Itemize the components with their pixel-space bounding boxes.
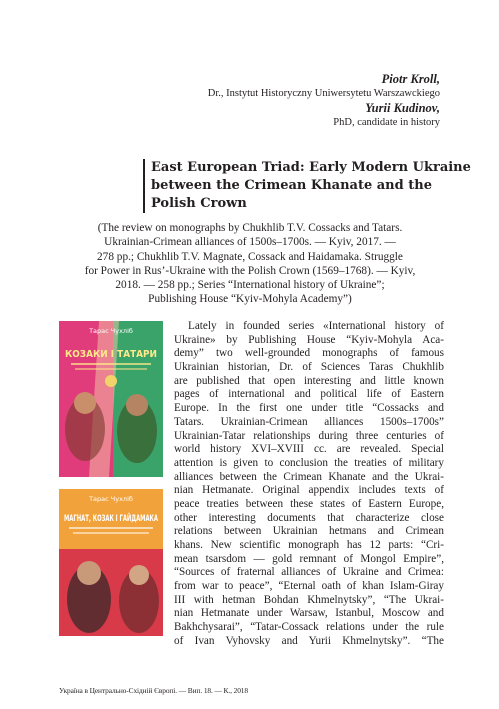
author-affiliation: PhD, candidate in history xyxy=(333,117,440,128)
review-line: (The review on monographs by Chukhlib T.V. Cossacks and Tatars. xyxy=(97,222,403,234)
body-line: pages of international and political life of Eastern xyxy=(174,388,444,401)
cover-title: КОЗАКИ І ТАТАРИ xyxy=(65,349,157,360)
body-line: are published that open interesting and little known xyxy=(174,374,444,387)
page-footer: Україна в Центрально-Східній Європі. — Вип. 18. — К., 2018 xyxy=(59,686,248,695)
body-line: demy” two well-grounded monographs of famous xyxy=(174,347,444,360)
author-affiliation: Dr., Instytut Historyczny Uniwersytetu Warszawckiego xyxy=(207,88,440,99)
review-line: Publishing House “Kyiv-Mohyla Academy”) xyxy=(148,293,352,306)
review-line: 278 pp.; Chukhlib T.V. Magnate, Cossack and Haidamaka. Struggle xyxy=(97,250,403,263)
body-line: khans. New scientific monograph has 12 parts: “Cri- xyxy=(174,539,444,551)
body-line: Ukraine» by Publishing House “Kyiv-Mohyla Aca- xyxy=(174,333,444,346)
body-line: “Sources of fraternal alliances of Ukraine and Crimea: xyxy=(174,566,444,579)
review-line: for Power in Rus’-Ukraine with the Polish Crown (1569–1768). — Kyiv, xyxy=(84,264,416,277)
book-cover-magnate-cossack-haidamaka xyxy=(59,489,215,636)
body-line: Ukrainian historian, Dr. of Sciences Taras Chukhlib xyxy=(174,361,444,374)
body-line: other interesting documents that characterize close xyxy=(174,511,444,524)
review-line: 2018. — 258 pp.; Series “International history of Ukraine”; xyxy=(115,279,385,292)
review-body-text xyxy=(174,320,444,649)
body-line: of Ivan Vyhovsky and Yurii Khmelnytsky”. “The xyxy=(174,634,444,647)
author-name: Yurii Kudinov, xyxy=(365,101,440,115)
title-line: between the Crimean Khanate and the xyxy=(151,178,432,193)
title-line: East European Triad: Early Modern Ukraine xyxy=(151,160,471,175)
body-line: attention is given to conclusion the treaties of military xyxy=(174,456,444,469)
body-line: mean tsarsdom — gold remnant of Mongol Empire”, xyxy=(174,552,444,565)
body-line: peace treaties between these states of Eastern Europe, xyxy=(174,497,444,510)
author-name: Piotr Kroll, xyxy=(381,72,440,86)
body-line: III with hetman Bohdan Khmelnytsky”, “The Ukrai- xyxy=(174,593,444,606)
book-cover-cossacks-and-tatars xyxy=(59,321,163,477)
body-line: world history XVI–XVIII cc. are revealed. Special xyxy=(174,443,444,456)
body-line: Europe. In the first one under title “Cossacks and xyxy=(174,402,444,415)
review-description xyxy=(56,221,444,307)
cover-author: Тарас Чухліб xyxy=(89,327,133,335)
body-line: nian Hetmanate under Warsaw, Istanbul, Moscow and xyxy=(174,607,444,620)
body-line: from war to peace”, “Eternal oath of khan Islam-Giray xyxy=(174,580,444,593)
body-line: Bakhchysarai”, “Tatar-Cossack relations under the rule xyxy=(174,621,444,634)
cover-title: МАГНАТ, КОЗАК І ГАЙДАМАКА xyxy=(64,514,215,524)
body-line: Ukrainian-Tatar relationships during three centuries of xyxy=(174,429,444,442)
body-line: Lately in founded series «International history of xyxy=(188,320,444,332)
author-block xyxy=(40,72,440,130)
body-line: nian Hetmanate. Original appendix includes texts of xyxy=(174,484,444,497)
cover-author: Тарас Чухліб xyxy=(89,495,133,503)
article-title xyxy=(143,159,471,213)
title-line: Polish Crown xyxy=(151,196,247,211)
body-line: alliances between the Crimean Khanate and the Ukrai- xyxy=(174,470,444,483)
review-line: Ukrainian-Crimean alliances of 1500s–1700s. — Kyiv, 2017. — xyxy=(104,236,396,249)
body-line: relations between Ukrainian hetmans and Crimean xyxy=(174,525,444,538)
body-line: Tatars. Ukrainian-Crimean alliances 1500s–1700s” xyxy=(174,415,444,428)
